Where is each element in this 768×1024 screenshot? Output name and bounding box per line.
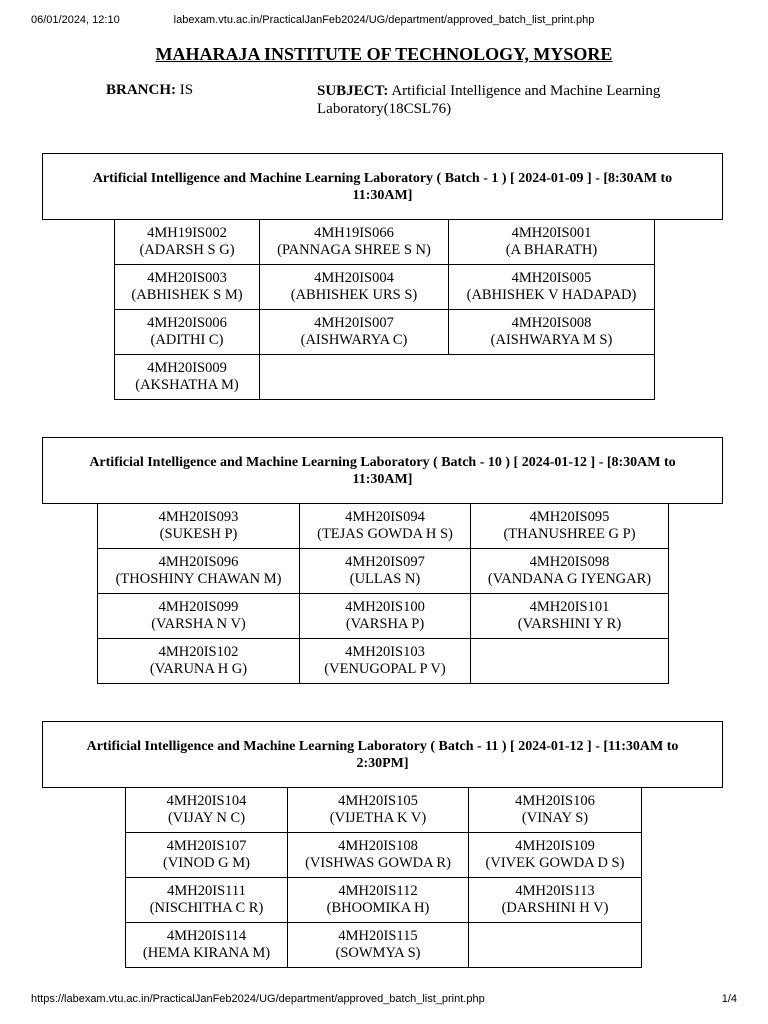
student-name: (THANUSHREE G P) — [503, 526, 636, 542]
subject-label: SUBJECT: — [317, 83, 389, 99]
batch-title: Artificial Intelligence and Machine Learning Laboratory ( Batch - 10 ) [ 2024-01-12 ] - [8:30AM to 11:30AM] — [42, 437, 723, 504]
student-cell — [300, 594, 471, 639]
empty-cell — [260, 355, 655, 400]
student-cell — [471, 504, 669, 549]
student-cell — [98, 504, 300, 549]
table-row — [126, 923, 642, 968]
student-cell — [288, 878, 469, 923]
student-usn: 4MH19IS066 — [314, 225, 394, 241]
student-usn: 4MH20IS001 — [511, 225, 592, 241]
student-cell — [115, 355, 260, 400]
student-name: (ULLAS N) — [349, 571, 421, 587]
student-cell — [469, 878, 642, 923]
student-usn: 4MH20IS113 — [515, 883, 595, 899]
table-row — [126, 878, 642, 923]
student-name: (ABHISHEK URS S) — [290, 287, 418, 303]
student-name: (VARSHA N V) — [151, 616, 246, 632]
student-usn: 4MH20IS100 — [345, 599, 425, 615]
student-cell — [98, 549, 300, 594]
student-usn: 4MH20IS115 — [338, 928, 418, 944]
table-row — [115, 355, 655, 400]
student-cell — [115, 220, 260, 265]
student-name: (VENUGOPAL P V) — [324, 661, 446, 677]
student-cell — [300, 639, 471, 684]
student-usn: 4MH20IS104 — [166, 793, 247, 809]
branch-info — [106, 82, 193, 99]
student-usn: 4MH20IS102 — [158, 644, 239, 660]
student-cell — [98, 594, 300, 639]
print-url: labexam.vtu.ac.in/PracticalJanFeb2024/UG/department/approved_batch_list_print.php — [173, 14, 595, 26]
branch-label: BRANCH: — [106, 82, 176, 98]
student-cell — [260, 265, 449, 310]
student-cell — [449, 310, 655, 355]
student-name: (VANDANA G IYENGAR) — [487, 571, 652, 587]
table-row — [98, 639, 669, 684]
student-name: (NISCHITHA C R) — [149, 900, 264, 916]
student-name: (ABHISHEK V HADAPAD) — [466, 287, 637, 303]
print-footer — [0, 993, 768, 1009]
table-row — [98, 549, 669, 594]
student-cell — [126, 788, 288, 833]
student-name: (AISHWARYA M S) — [490, 332, 613, 348]
batch-title: Artificial Intelligence and Machine Learning Laboratory ( Batch - 11 ) [ 2024-01-12 ] - [11:30AM to 2:30PM] — [42, 721, 723, 788]
student-cell — [471, 594, 669, 639]
student-cell — [126, 878, 288, 923]
student-cell — [300, 549, 471, 594]
student-cell — [288, 788, 469, 833]
empty-cell — [471, 639, 669, 684]
student-usn: 4MH20IS003 — [147, 270, 227, 286]
student-name: (TEJAS GOWDA H S) — [317, 526, 453, 542]
student-usn: 4MH20IS109 — [515, 838, 595, 854]
student-name: (ADARSH S G) — [139, 242, 235, 258]
student-name: (PANNAGA SHREE S N) — [277, 242, 431, 258]
student-usn: 4MH19IS002 — [147, 225, 227, 241]
student-usn: 4MH20IS101 — [529, 599, 610, 615]
student-usn: 4MH20IS009 — [147, 360, 227, 376]
student-name: (A BHARATH) — [505, 242, 598, 258]
student-name: (BHOOMIKA H) — [326, 900, 430, 916]
student-usn: 4MH20IS006 — [147, 315, 227, 331]
student-name: (VARSHA P) — [345, 616, 425, 632]
student-usn: 4MH20IS098 — [529, 554, 610, 570]
student-cell — [115, 265, 260, 310]
student-usn: 4MH20IS094 — [345, 509, 425, 525]
student-cell — [260, 220, 449, 265]
student-cell — [288, 923, 469, 968]
student-cell — [115, 310, 260, 355]
footer-url: https://labexam.vtu.ac.in/PracticalJanFeb2024/UG/department/approved_batch_list_print.php — [31, 993, 485, 1005]
student-name: (ABHISHEK S M) — [131, 287, 243, 303]
student-usn: 4MH20IS103 — [345, 644, 425, 660]
student-usn: 4MH20IS112 — [338, 883, 418, 899]
student-name: (VINAY S) — [521, 810, 589, 826]
batch-title: Artificial Intelligence and Machine Learning Laboratory ( Batch - 1 ) [ 2024-01-09 ] - [8:30AM to 11:30AM] — [42, 153, 723, 220]
batch-student-table — [125, 787, 642, 968]
student-cell — [98, 639, 300, 684]
table-row — [98, 594, 669, 639]
student-name: (VISHWAS GOWDA R) — [305, 855, 451, 871]
student-name: (AISHWARYA C) — [300, 332, 408, 348]
empty-cell — [469, 923, 642, 968]
student-name: (SUKESH P) — [159, 526, 238, 542]
batch-student-table — [97, 503, 669, 684]
table-row — [115, 265, 655, 310]
subject-value: Artificial Intelligence and Machine Learning Laboratory(18CSL76) — [317, 83, 661, 117]
student-usn: 4MH20IS114 — [166, 928, 247, 944]
table-row — [115, 220, 655, 265]
table-row — [126, 788, 642, 833]
student-usn: 4MH20IS108 — [338, 838, 418, 854]
student-usn: 4MH20IS107 — [166, 838, 247, 854]
student-usn: 4MH20IS099 — [158, 599, 239, 615]
batch-student-table — [114, 219, 655, 400]
student-name: (DARSHINI H V) — [501, 900, 609, 916]
branch-value: IS — [179, 82, 194, 98]
table-row — [98, 504, 669, 549]
student-name: (AKSHATHA M) — [135, 377, 239, 393]
student-cell — [126, 923, 288, 968]
student-name: (VIVEK GOWDA D S) — [485, 855, 625, 871]
print-header — [0, 14, 768, 30]
student-name: (ADITHI C) — [150, 332, 224, 348]
student-name: (VIJETHA K V) — [329, 810, 427, 826]
college-title: MAHARAJA INSTITUTE OF TECHNOLOGY, MYSORE — [155, 44, 613, 64]
student-cell — [126, 833, 288, 878]
student-usn: 4MH20IS096 — [158, 554, 239, 570]
page-number: 1/4 — [721, 993, 737, 1005]
student-name: (SOWMYA S) — [335, 945, 421, 961]
table-row — [115, 310, 655, 355]
student-cell — [300, 504, 471, 549]
student-usn: 4MH20IS093 — [158, 509, 239, 525]
student-name: (VIJAY N C) — [167, 810, 246, 826]
student-usn: 4MH20IS105 — [338, 793, 418, 809]
print-datetime: 06/01/2024, 12:10 — [31, 14, 120, 26]
student-name: (HEMA KIRANA M) — [142, 945, 271, 961]
student-cell — [449, 265, 655, 310]
student-cell — [471, 549, 669, 594]
student-name: (VINOD G M) — [163, 855, 250, 871]
student-cell — [260, 310, 449, 355]
student-usn: 4MH20IS008 — [511, 315, 592, 331]
student-usn: 4MH20IS004 — [314, 270, 394, 286]
student-name: (VARUNA H G) — [149, 661, 248, 677]
student-name: (THOSHINY CHAWAN M) — [115, 571, 282, 587]
student-cell — [288, 833, 469, 878]
student-name: (VARSHINI Y R) — [517, 616, 622, 632]
student-usn: 4MH20IS106 — [515, 793, 595, 809]
student-usn: 4MH20IS111 — [167, 883, 246, 899]
student-cell — [469, 833, 642, 878]
subject-info — [317, 82, 697, 118]
student-usn: 4MH20IS095 — [529, 509, 610, 525]
table-row — [126, 833, 642, 878]
student-usn: 4MH20IS097 — [345, 554, 425, 570]
student-cell — [449, 220, 655, 265]
student-cell — [469, 788, 642, 833]
student-usn: 4MH20IS005 — [511, 270, 592, 286]
student-usn: 4MH20IS007 — [314, 315, 394, 331]
